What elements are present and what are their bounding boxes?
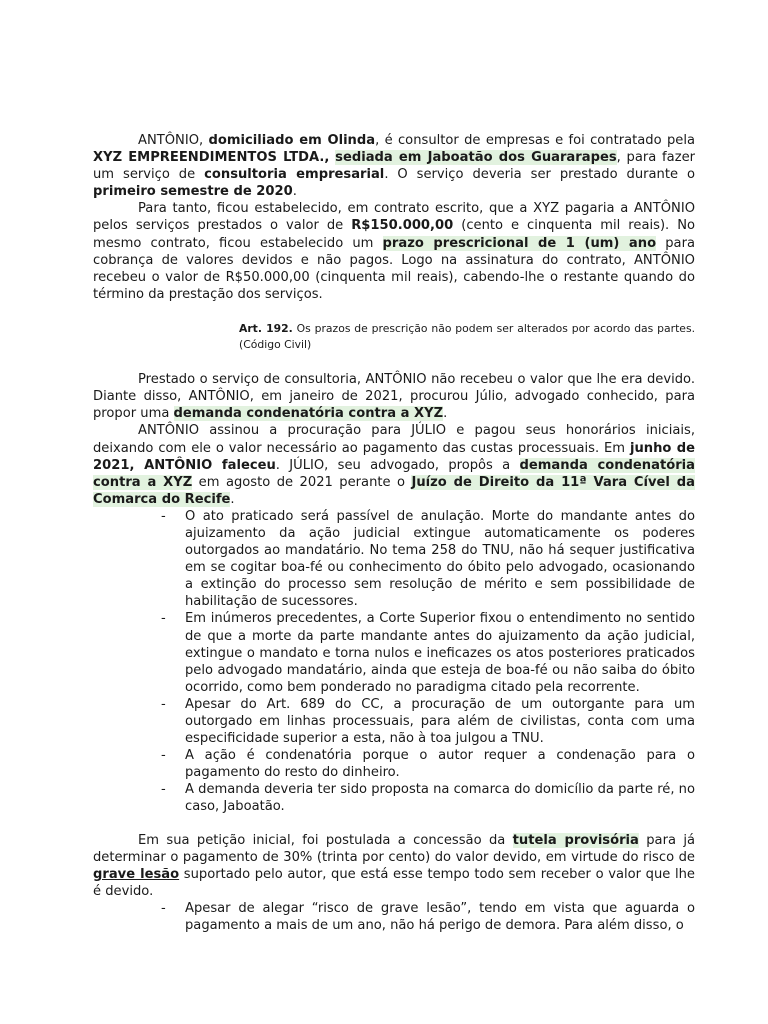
citation-article: Art. 192. <box>239 321 293 335</box>
highlight-demand-filed: demanda condenatória contra a XYZ <box>93 457 695 490</box>
paragraph-lawsuit-filing: ANTÔNIO assinou a procuração para JÚLIO e pagou seus honorários iniciais, deixando com ele o valor necessário ao pagamento das custas processuais. Em junho de 2021, ANTÔNIO faleceu. JÚLIO, seu advogado, propôs a demanda condenatória contra a XYZ em agosto de 2021 perante o Juízo de Direito da 11ª Vara Cível da Comarca do Recife. <box>93 423 696 507</box>
death-date: junho de 2021, ANTÔNIO faleceu <box>93 440 696 473</box>
bullet-dash: - <box>161 611 166 627</box>
contract-value: R$150.000,00 <box>351 218 454 234</box>
spacer <box>93 816 695 832</box>
document-body <box>93 132 695 934</box>
paragraph-contract-terms: Para tanto, ficou estabelecido, em contrato escrito, que a XYZ pagaria a ANTÔNIO pelos serviços prestados o valor de R$150.000,00 (cento e cinquenta mil reais). No mesmo contrato, ficou estabelecido um prazo prescricional de 1 (um) ano para cobrança de valores devidos e não pagos. Logo na assinatura do contrato, ANTÔNIO recebeu o valor de R$50.000,00 (cinquenta mil reais), cabendo-lhe o restante quando do término da prestação dos serviços. <box>93 201 695 302</box>
analysis-list-2 <box>93 900 695 934</box>
list-item: - A ação é condenatória porque o autor requer a condenação para o pagamento do resto do dinheiro. <box>161 748 695 781</box>
paragraph-petition: Em sua petição inicial, foi postulada a concessão da tutela provisória para já determinar o pagamento de 30% (trinta por cento) do valor devido, em virtude do risco de grave lesão suportado pelo autor, que está esse tempo todo sem receber o valor que lhe é devido. <box>93 832 696 899</box>
service-type: consultoria empresarial <box>204 167 385 183</box>
paragraph-consultation: Prestado o serviço de consultoria, ANTÔNIO não recebeu o valor que lhe era devido. Diante disso, ANTÔNIO, em janeiro de 2021, procurou Júlio, advogado conhecido, para propor uma demanda condenatória contra a XYZ. <box>93 372 695 422</box>
company-name: XYZ EMPREENDIMENTOS LTDA., <box>93 150 330 166</box>
bullet-dash: - <box>161 900 166 916</box>
highlight-court: Juízo de Direito da 11ª Vara Cível da Comarca do Recife <box>93 474 695 507</box>
service-period: primeiro semestre de 2020 <box>93 184 293 200</box>
list-item: - Apesar do Art. 689 do CC, a procuração de um outorgante para um outorgado em linhas processuais, para além de civilistas, conta com uma especificidade superior a esta, não à toa julgou a TNU. <box>161 696 695 747</box>
highlight-company-seat: sediada em Jaboatão dos Guararapes <box>335 150 617 166</box>
list-item: - A demanda deveria ter sido proposta na comarca do domicílio da parte ré, no caso, Jaboatão. <box>161 782 695 815</box>
serious-harm: grave lesão <box>93 866 180 882</box>
domicile-olinda: domiciliado em Olinda <box>208 133 376 148</box>
highlight-prescription-term: prazo prescricional de 1 (um) ano <box>382 235 657 251</box>
highlight-demand: demanda condenatória contra a XYZ <box>173 406 444 422</box>
bullet-dash: - <box>161 782 166 798</box>
bullet-dash: - <box>161 508 166 524</box>
bullet-dash: - <box>161 696 166 712</box>
highlight-provisional-relief: tutela provisória <box>512 832 639 848</box>
legal-citation: Art. 192. Os prazos de prescrição não podem ser alterados por acordo das partes. (Código Civil) <box>239 321 696 351</box>
analysis-list <box>93 508 695 816</box>
paragraph-contract-parties: ANTÔNIO, domiciliado em Olinda, é consultor de empresas e foi contratado pela XYZ EMPREENDIMENTOS LTDA., sediada em Jaboatão dos Guararapes, para fazer um serviço de consultoria empresarial. O serviço deveria ser prestado durante o primeiro semestre de 2020. <box>93 133 696 200</box>
list-item: - O ato praticado será passível de anulação. Morte do mandante antes do ajuizamento da ação judicial extingue automaticamente os poderes outorgados ao mandatário. No tema 258 do TNU, não há sequer justificativa em se cogitar boa-fé ou conhecimento do óbito pelo advogado, ocasionando a extinção do processo sem resolução de mérito e sem possibilidade de habilitação de sucessores. <box>161 508 695 610</box>
bullet-dash: - <box>161 748 166 764</box>
list-item: - Apesar de alegar “risco de grave lesão”, tendo em vista que aguarda o pagamento a mais de um ano, não há perigo de demora. Para além disso, o <box>161 900 695 934</box>
list-item: - Em inúmeros precedentes, a Corte Superior fixou o entendimento no sentido de que a morte da parte mandante antes do ajuizamento da ação judicial, extingue o mandato e torna nulos e ineficazes os atos posteriores praticados pelo advogado mandatário, ainda que esteja de boa-fé ou não saiba do óbito ocorrido, como bem ponderado no paradigma citado pela recorrente. <box>161 611 695 695</box>
